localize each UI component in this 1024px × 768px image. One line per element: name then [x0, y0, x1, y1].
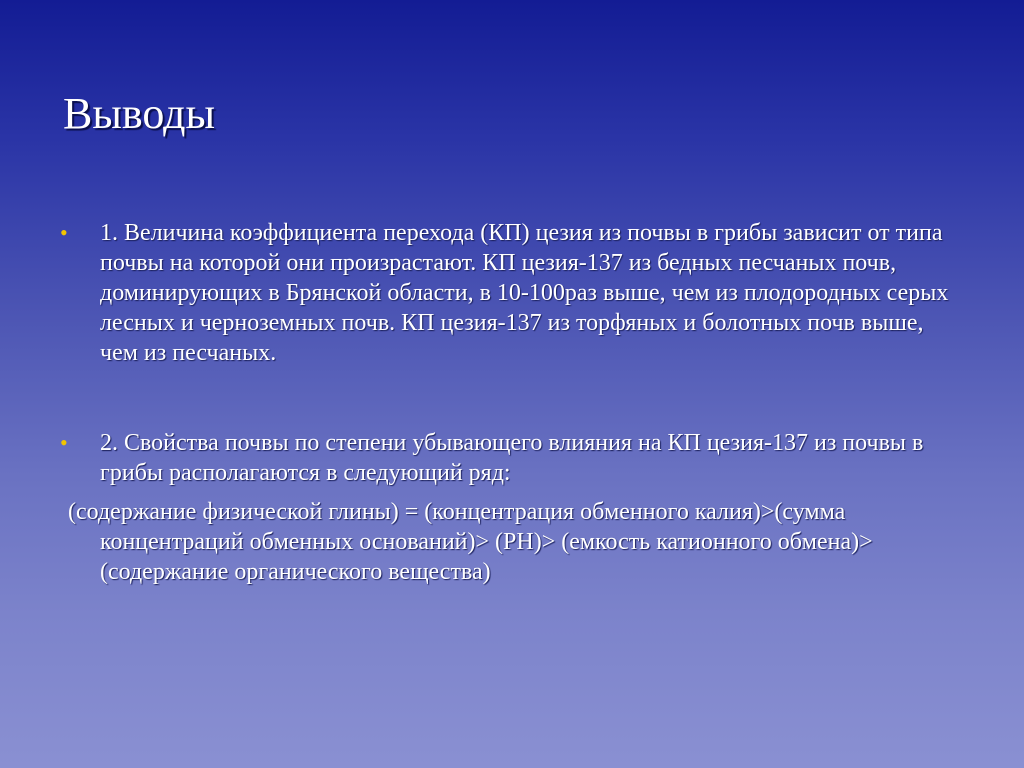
bullet-item-2	[60, 428, 960, 488]
bullet-icon: •	[60, 430, 68, 455]
bullet-text-2: 2. Свойства почвы по степени убывающего влияния на КП цезия-137 из почвы в грибы располагаются в следующий ряд:	[100, 430, 924, 486]
slide-body	[60, 218, 960, 587]
slide-title: Выводы	[63, 89, 216, 138]
bullet-item-1	[60, 218, 960, 368]
bullet-icon: •	[60, 220, 68, 245]
series-text: (содержание физической глины) = (концентрация обменного калия)>(сумма концентраций обменных оснований)> (PH)> (емкость катионного обмена)>(содержание органического вещества)	[68, 499, 873, 585]
bullet-text-1: 1. Величина коэффициента перехода (КП) цезия из почвы в грибы зависит от типа почвы на которой они произрастают. КП цезия-137 из бедных песчаных почв, доминирующих в Брянской области, в 10-100раз выше, чем из плодородных серых лесных и черноземных почв. КП цезия-137 из торфяных и болотных почв выше, чем из песчаных.	[100, 220, 949, 366]
